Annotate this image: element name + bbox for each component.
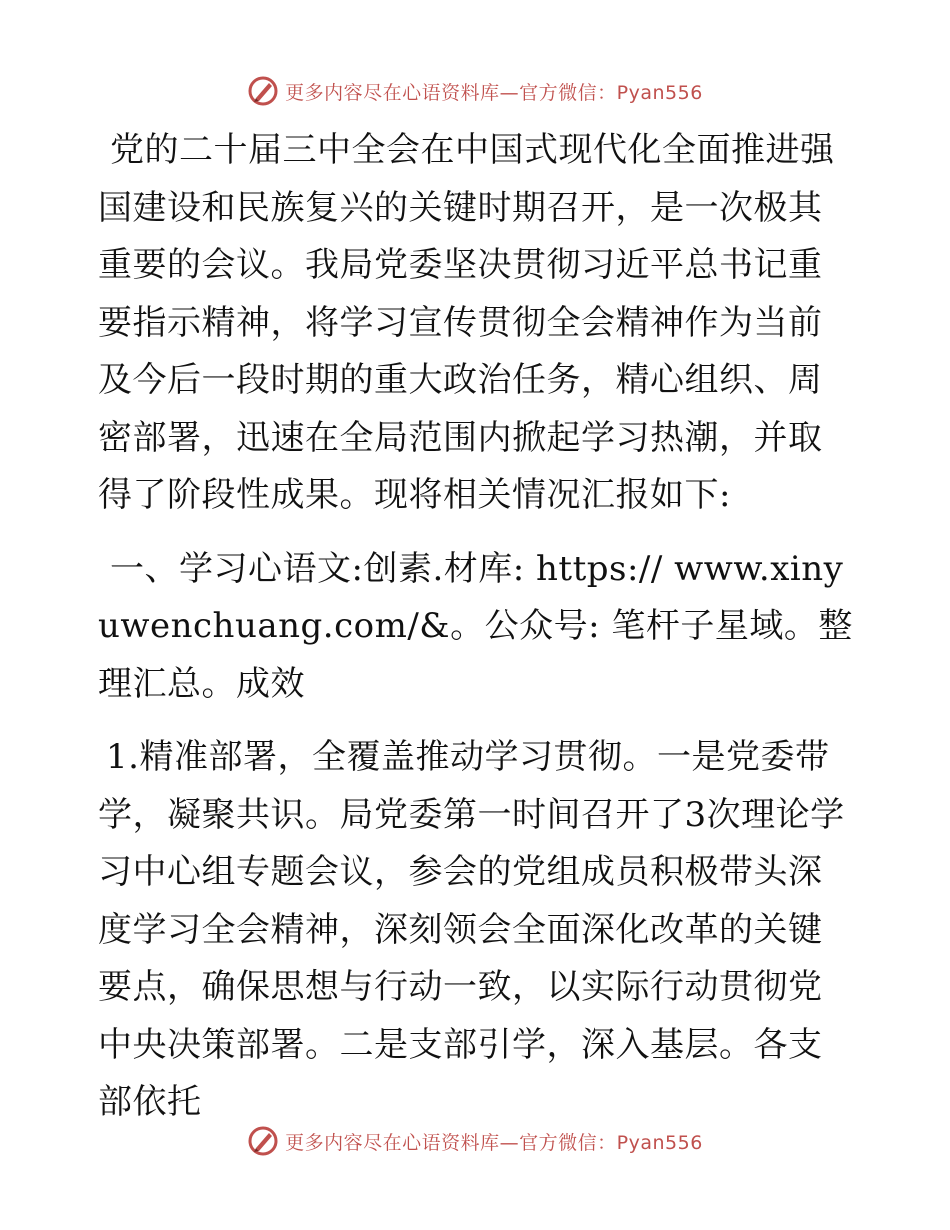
document-body xyxy=(98,122,854,1132)
pen-logo-icon xyxy=(247,1125,279,1157)
paragraph-section-heading: 一、学习心语文:创素.材库: https:// www.xinyuwenchuang.com/&。公众号: 笔杆子星域。整理汇总。成效 xyxy=(98,548,853,704)
header-banner-text: 更多内容尽在心语资料库—官方微信：Pyan556 xyxy=(285,81,703,104)
footer-banner xyxy=(0,1121,950,1161)
pen-logo-icon xyxy=(247,75,279,107)
footer-banner-text: 更多内容尽在心语资料库—官方微信：Pyan556 xyxy=(285,1131,703,1154)
paragraph-intro: 党的二十届三中全会在中国式现代化全面推进强国建设和民族复兴的关键时期召开，是一次极其重要的会议。我局党委坚决贯彻习近平总书记重要指示精神，将学习宣传贯彻全会精神作为当前及今后一段时期的重大政治任务，精心组织、周密部署，迅速在全局范围内掀起学习热潮，并取得了阶段性成果。现将相关情况汇报如下: xyxy=(98,130,835,515)
header-banner xyxy=(0,71,950,111)
paragraph-item-1: 1.精准部署，全覆盖推动学习贯彻。一是党委带学，凝聚共识。局党委第一时间召开了3次理论学习中心组专题会议，参会的党组成员积极带头深度学习全会精神，深刻领会全面深化改革的关键要点，确保思想与行动一致，以实际行动贯彻党中央决策部署。二是支部引学，深入基层。各支部依托 xyxy=(98,737,845,1122)
